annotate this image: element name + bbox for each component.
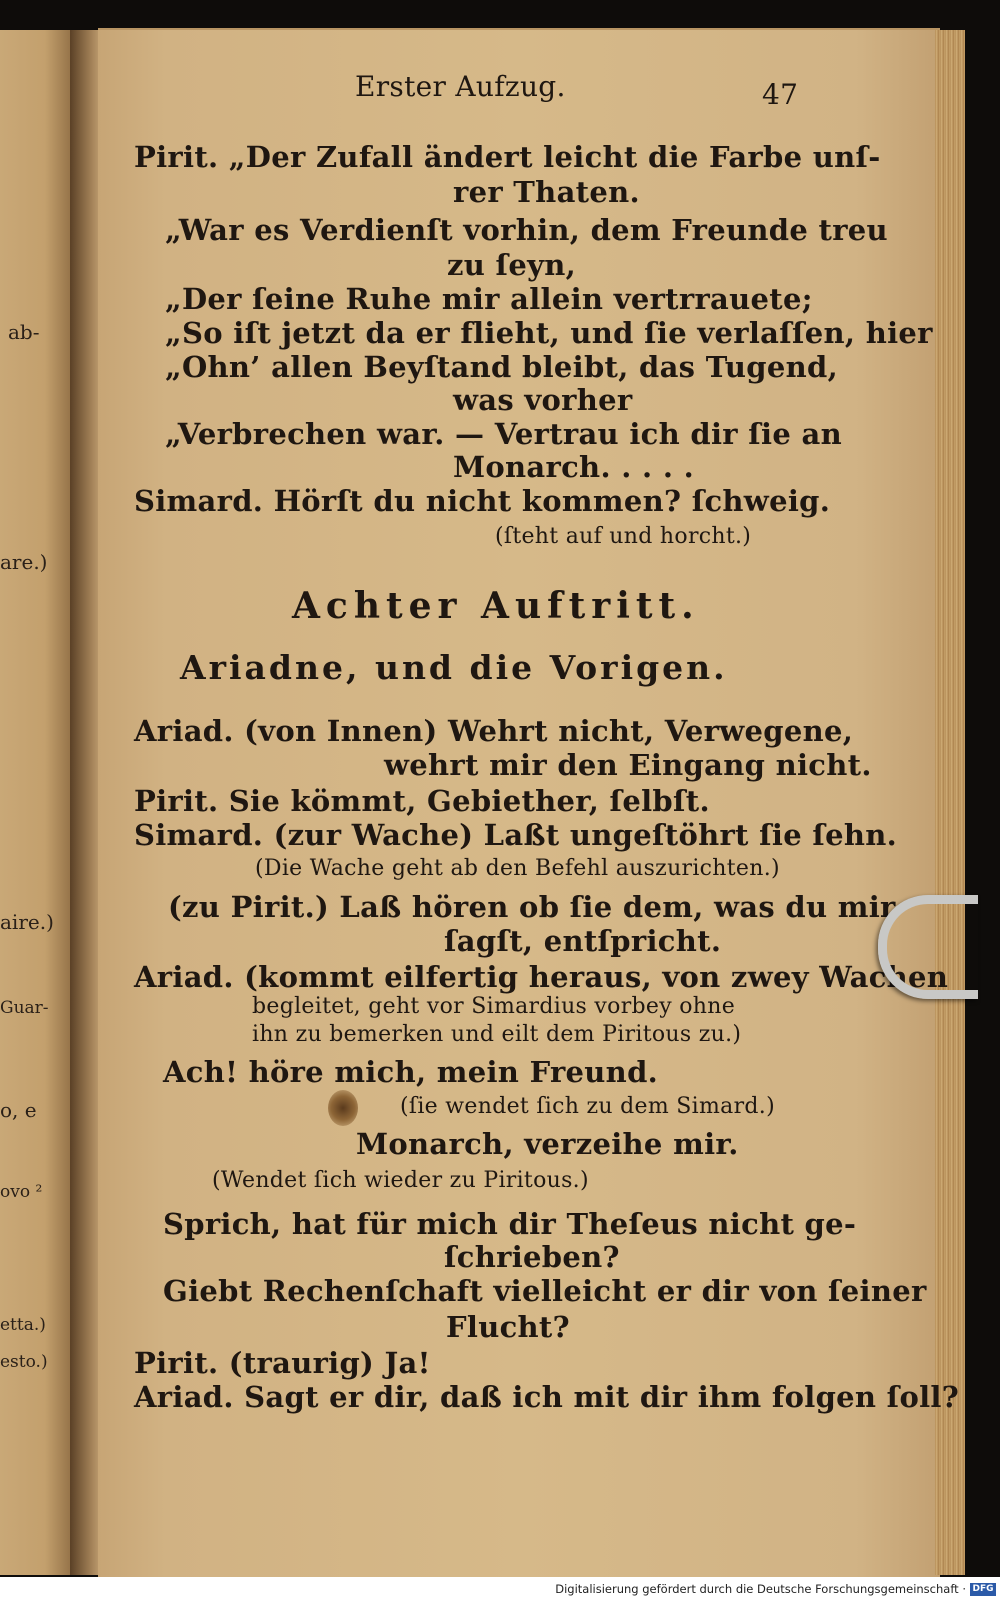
text-line: wehrt mir den Eingang nicht. [384,748,872,782]
text-line: Ariad. (kommt eilfertig heraus, von zwey Wachen [134,960,949,994]
stage-direction: ihn zu bemerken und eilt dem Piritous zu.) [252,1022,742,1047]
page-clip [878,895,978,999]
ink-stain [328,1090,358,1126]
text-line: Ariad. (von Innen) Wehrt nicht, Verwegene, [134,714,854,748]
left-margin-text: ovo ² [0,1182,43,1202]
left-facing-page [0,30,75,1575]
text-line: „Verbrechen war. — Vertrau ich dir ſie an [165,417,842,451]
text-line: Pirit. „Der Zufall ändert leicht die Farbe unſ- [134,140,881,174]
text-line: Simard. Hörſt du nicht kommen? ſchweig. [134,484,831,518]
text-line: zu ſeyn, [447,248,577,282]
text-line: ſchrieben? [444,1240,620,1274]
left-margin-text: ab- [8,320,40,344]
text-line: Simard. (zur Wache) Laßt ungeſtöhrt ſie ſehn. [134,818,898,852]
page-number: 47 [762,78,799,111]
text-line: Ach! höre mich, mein Freund. [163,1055,659,1089]
left-margin-text: Guar- [0,998,49,1018]
left-margin-text: are.) [0,550,48,574]
text-line: (zu Pirit.) Laß hören ob ſie dem, was du mir [168,890,896,924]
stage-direction: (ſteht auf und horcht.) [495,524,752,549]
page-edges [935,30,965,1575]
text-line: Monarch. . . . . [453,450,695,484]
stage-direction: (ſie wendet ſich zu dem Simard.) [400,1094,775,1119]
left-margin-text: aire.) [0,910,54,934]
dfg-logo: DFG [970,1583,996,1596]
text-line: was vorher [453,383,633,417]
text-line: Monarch, verzeihe mir. [356,1127,739,1161]
footer-bar [0,1577,1000,1603]
stage-direction: begleitet, geht vor Simardius vorbey ohne [252,994,736,1019]
text-line: „Der ſeine Ruhe mir allein vertrrauete; [165,282,813,316]
text-line: Giebt Rechenſchaft vielleicht er dir von ſeiner [163,1274,927,1308]
text-line: ſagſt, entſpricht. [444,924,722,958]
text-line: Ariad. Sagt er dir, daß ich mit dir ihm folgen ſoll? [134,1380,960,1414]
text-line: Pirit. Sie kömmt, Gebiether, ſelbſt. [134,784,710,818]
text-line: „So iſt jetzt da er flieht, und ſie verlaſſen, hier [165,316,933,350]
scene-characters: Ariadne, und die Vorigen. [180,648,728,687]
footer-credit: Digitalisierung gefördert durch die Deutsche Forschungsgemeinschaft · [555,1582,966,1596]
scene-title: Achter Auftritt. [292,585,700,627]
text-line: Pirit. (traurig) Ja! [134,1346,431,1380]
text-line: „Ohn’ allen Beyſtand bleibt, das Tugend, [165,350,838,384]
text-line: rer Thaten. [453,175,640,209]
stage-direction: (Die Wache geht ab den Befehl auszurichten.) [255,856,780,881]
left-margin-text: o, e [0,1098,37,1122]
text-line: Sprich, hat für mich dir Theſeus nicht ge- [163,1207,857,1241]
stage-direction: (Wendet ſich wieder zu Piritous.) [212,1168,589,1193]
left-margin-text: etta.) [0,1315,46,1335]
text-line: „War es Verdienſt vorhin, dem Freunde treu [165,213,888,247]
running-header: Erster Aufzug. [355,70,566,103]
left-margin-text: esto.) [0,1352,48,1372]
text-line: Flucht? [446,1310,570,1344]
